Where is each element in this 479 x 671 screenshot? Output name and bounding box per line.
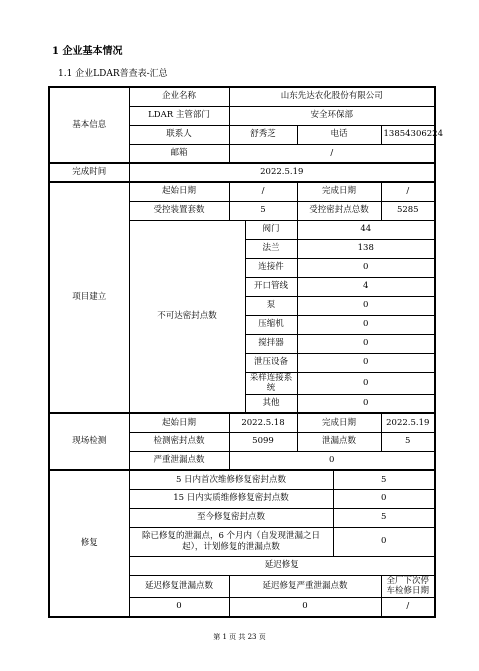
subsection-heading: 1.1 企业LDAR普查表-汇总 [58,69,168,79]
delay-value: 0 [229,598,381,617]
to-date-repair-value: 5 [333,508,435,527]
item-name: 连接件 [245,258,297,277]
severe-label: 严重泄漏点数 [129,451,229,470]
field-section: 现场检测 [49,413,129,470]
item-name: 泵 [245,296,297,315]
project-end-label: 完成日期 [297,182,381,201]
item-name: 搅拌器 [245,334,297,353]
basic-info-section: 基本信息 [49,87,129,163]
delay-col-header: 延迟修复严重泄漏点数 [229,575,381,597]
delay-col-header: 延迟修复泄漏点数 [129,575,229,597]
item-value: 0 [297,315,435,334]
item-value: 0 [297,296,435,315]
project-end-value: / [381,182,435,201]
delay-value: 0 [129,598,229,617]
page-footer: 第 1 页 共 23 页 [213,633,266,641]
delay-value: / [381,598,435,617]
delay-col-header: 全厂下次停车检修日期 [381,575,435,597]
inaccessible-label: 不可达密封点数 [129,220,245,413]
item-value: 0 [297,394,435,413]
item-name: 法兰 [245,239,297,258]
item-value: 4 [297,277,435,296]
substantive-repair-label: 15 日内实质维修修复密封点数 [129,489,333,508]
field-start-value: 2022.5.18 [229,413,297,432]
item-value: 138 [297,239,435,258]
leaks-label: 泄漏点数 [297,432,381,451]
dept-value: 安全环保部 [229,106,435,125]
field-end-value: 2022.5.19 [381,413,435,432]
section-heading: 1 企业基本情况 [52,46,123,57]
dept-label: LDAR 主管部门 [129,106,229,125]
project-section: 项目建立 [49,182,129,413]
planned-repair-label: 除已修复的泄漏点，6 个月内（自发现泄漏之日起），计划修复的泄漏点数 [129,527,333,556]
points-value: 5285 [381,201,435,220]
item-name: 泄压设备 [245,353,297,372]
points-label: 受控密封点总数 [297,201,381,220]
contact-label: 联系人 [129,125,229,144]
first-repair-value: 5 [333,470,435,489]
detected-label: 检测密封点数 [129,432,229,451]
field-start-label: 起始日期 [129,413,229,432]
item-value: 0 [297,353,435,372]
company-name: 山东先达农化股份有限公司 [229,87,435,106]
completion-value: 2022.5.19 [129,163,435,182]
substantive-repair-value: 0 [333,489,435,508]
contact-value: 舒秀芝 [229,125,297,144]
item-value: 0 [297,334,435,353]
first-repair-label: 5 日内首次维修修复密封点数 [129,470,333,489]
repair-section: 修复 [49,470,129,616]
devices-label: 受控装置套数 [129,201,229,220]
severe-value: 0 [229,451,435,470]
item-value: 44 [297,220,435,239]
planned-repair-value: 0 [333,527,435,556]
to-date-repair-label: 至今修复密封点数 [129,508,333,527]
item-name: 阀门 [245,220,297,239]
project-start-value: / [229,182,297,201]
detected-value: 5099 [229,432,297,451]
devices-value: 5 [229,201,297,220]
company-name-label: 企业名称 [129,87,229,106]
email-value: / [229,144,435,163]
item-name: 采样连接系统 [245,372,297,394]
email-label: 邮箱 [129,144,229,163]
ldar-summary-table [48,86,443,618]
item-name: 其他 [245,394,297,413]
delay-repair-title: 延迟修复 [129,556,435,575]
project-start-label: 起始日期 [129,182,229,201]
item-value: 0 [297,372,435,394]
phone-label: 电话 [297,125,381,144]
phone-value: 13854306224 [381,125,435,144]
item-name: 开口管线 [245,277,297,296]
field-end-label: 完成日期 [297,413,381,432]
leaks-value: 5 [381,432,435,451]
completion-label: 完成时间 [49,163,129,182]
item-name: 压缩机 [245,315,297,334]
item-value: 0 [297,258,435,277]
